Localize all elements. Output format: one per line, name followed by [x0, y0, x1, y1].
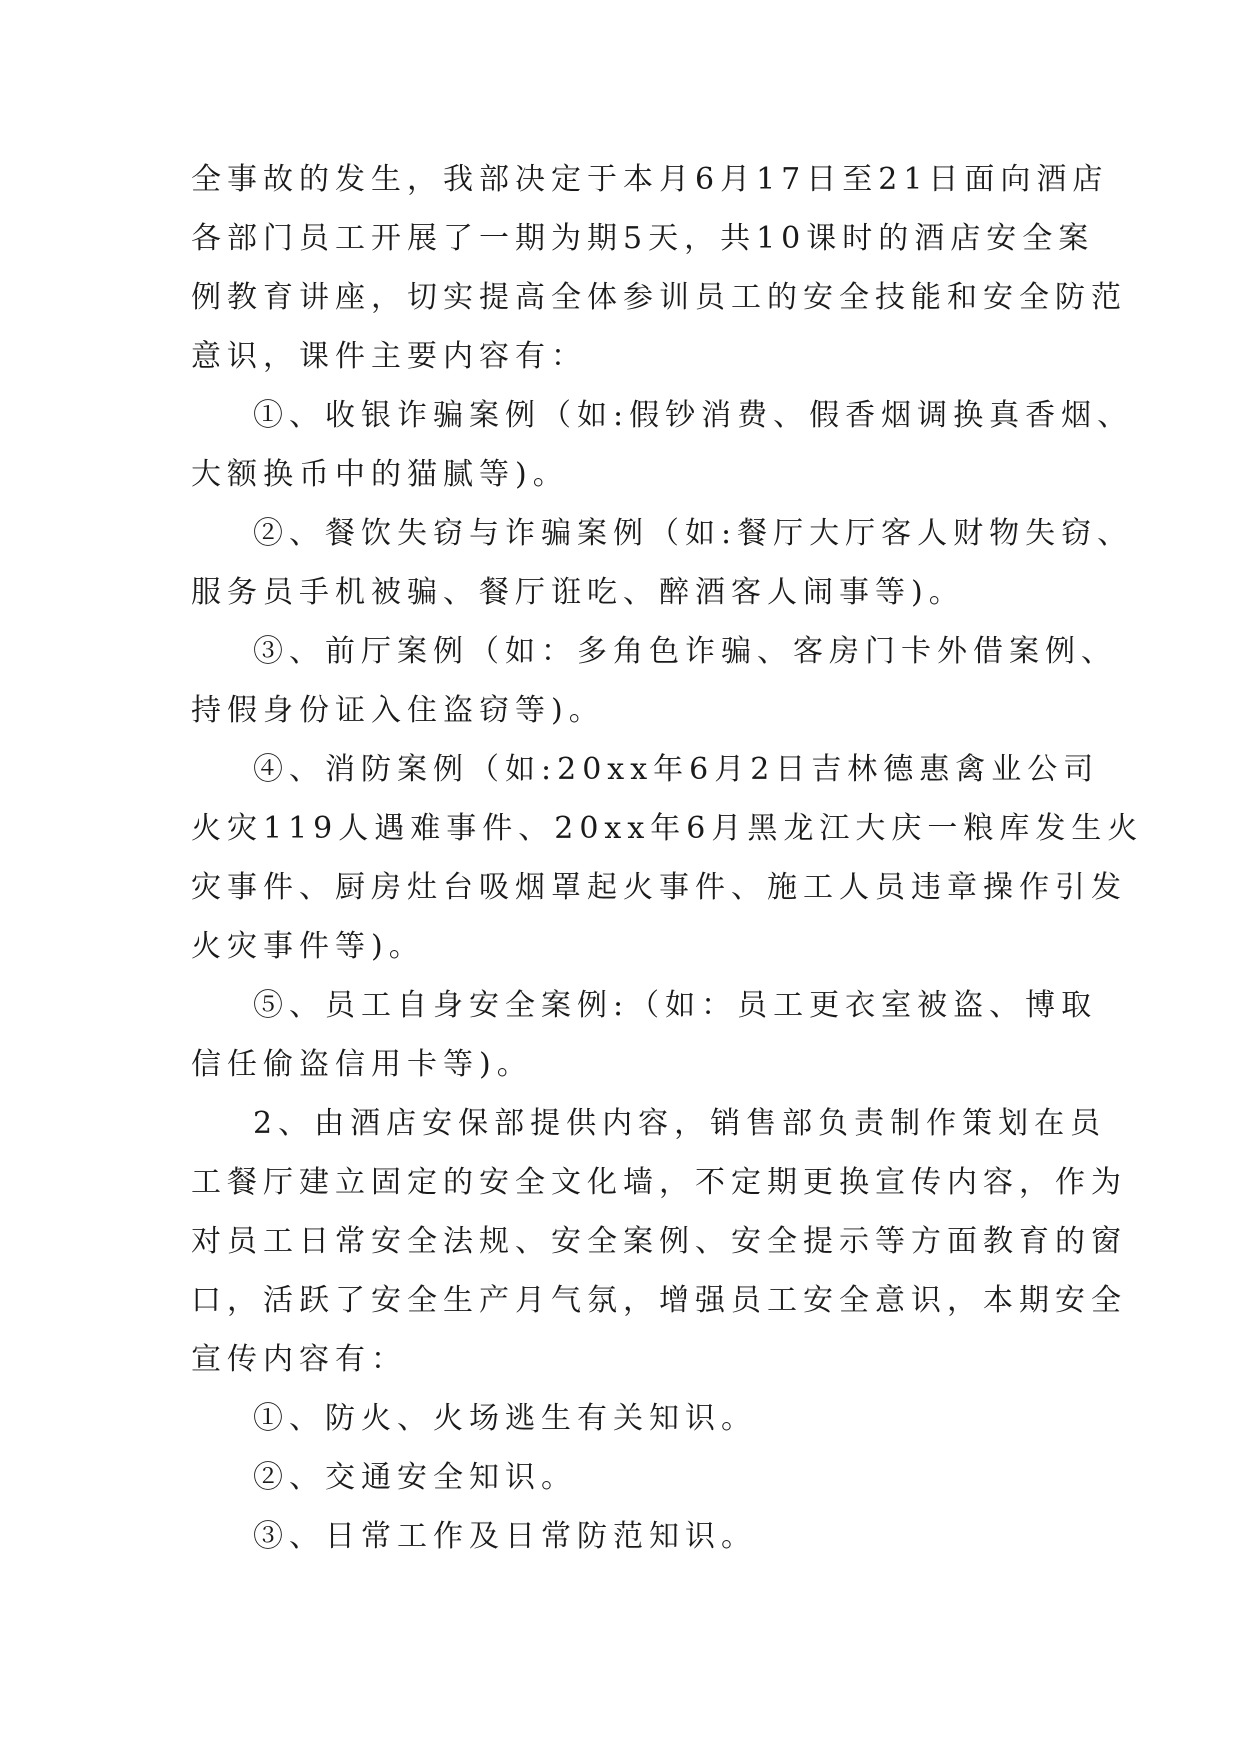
- text-line-13: 灾事件、厨房灶台吸烟罩起火事件、施工人员违章操作引发: [191, 870, 1127, 905]
- text-line-24: ③、日常工作及日常防范知识。: [253, 1519, 757, 1554]
- text-line-9: ③、前厅案例（如：多角色诈骗、客房门卡外借案例、: [253, 634, 1117, 669]
- text-line-5: ①、收银诈骗案例（如:假钞消费、假香烟调换真香烟、: [253, 398, 1134, 433]
- text-line-16: 信任偷盗信用卡等)。: [191, 1047, 533, 1082]
- text-line-17: 2、由酒店安保部提供内容，销售部负责制作策划在员: [253, 1106, 1107, 1141]
- text-line-15: ⑤、员工自身安全案例:（如：员工更衣室被盗、博取: [253, 988, 1098, 1023]
- text-line-3: 例教育讲座，切实提高全体参训员工的安全技能和安全防范: [191, 280, 1127, 315]
- text-line-11: ④、消防案例（如:20xx年6月2日吉林德惠禽业公司: [253, 752, 1100, 787]
- text-line-18: 工餐厅建立固定的安全文化墙，不定期更换宣传内容，作为: [191, 1165, 1127, 1200]
- document-body: [191, 150, 1144, 1566]
- text-line-7: ②、餐饮失窃与诈骗案例（如:餐厅大厅客人财物失窃、: [253, 516, 1134, 551]
- text-line-10: 持假身份证入住盗窃等)。: [191, 693, 605, 728]
- text-line-23: ②、交通安全知识。: [253, 1460, 577, 1495]
- text-line-12: 火灾119人遇难事件、20xx年6月黑龙江大庆一粮库发生火: [191, 811, 1144, 846]
- text-line-14: 火灾事件等)。: [191, 929, 425, 964]
- text-line-22: ①、防火、火场逃生有关知识。: [253, 1401, 757, 1436]
- text-line-4: 意识，课件主要内容有：: [191, 339, 587, 374]
- text-line-8: 服务员手机被骗、餐厅诳吃、醉酒客人闹事等)。: [191, 575, 965, 610]
- text-line-6: 大额换币中的猫腻等)。: [191, 457, 569, 492]
- text-line-1: 全事故的发生，我部决定于本月6月17日至21日面向酒店: [191, 162, 1109, 197]
- text-line-21: 宣传内容有：: [191, 1342, 407, 1377]
- text-line-2: 各部门员工开展了一期为期5天，共10课时的酒店安全案: [191, 221, 1095, 256]
- text-line-19: 对员工日常安全法规、安全案例、安全提示等方面教育的窗: [191, 1224, 1127, 1259]
- text-line-20: 口，活跃了安全生产月气氛，增强员工安全意识，本期安全: [191, 1283, 1127, 1318]
